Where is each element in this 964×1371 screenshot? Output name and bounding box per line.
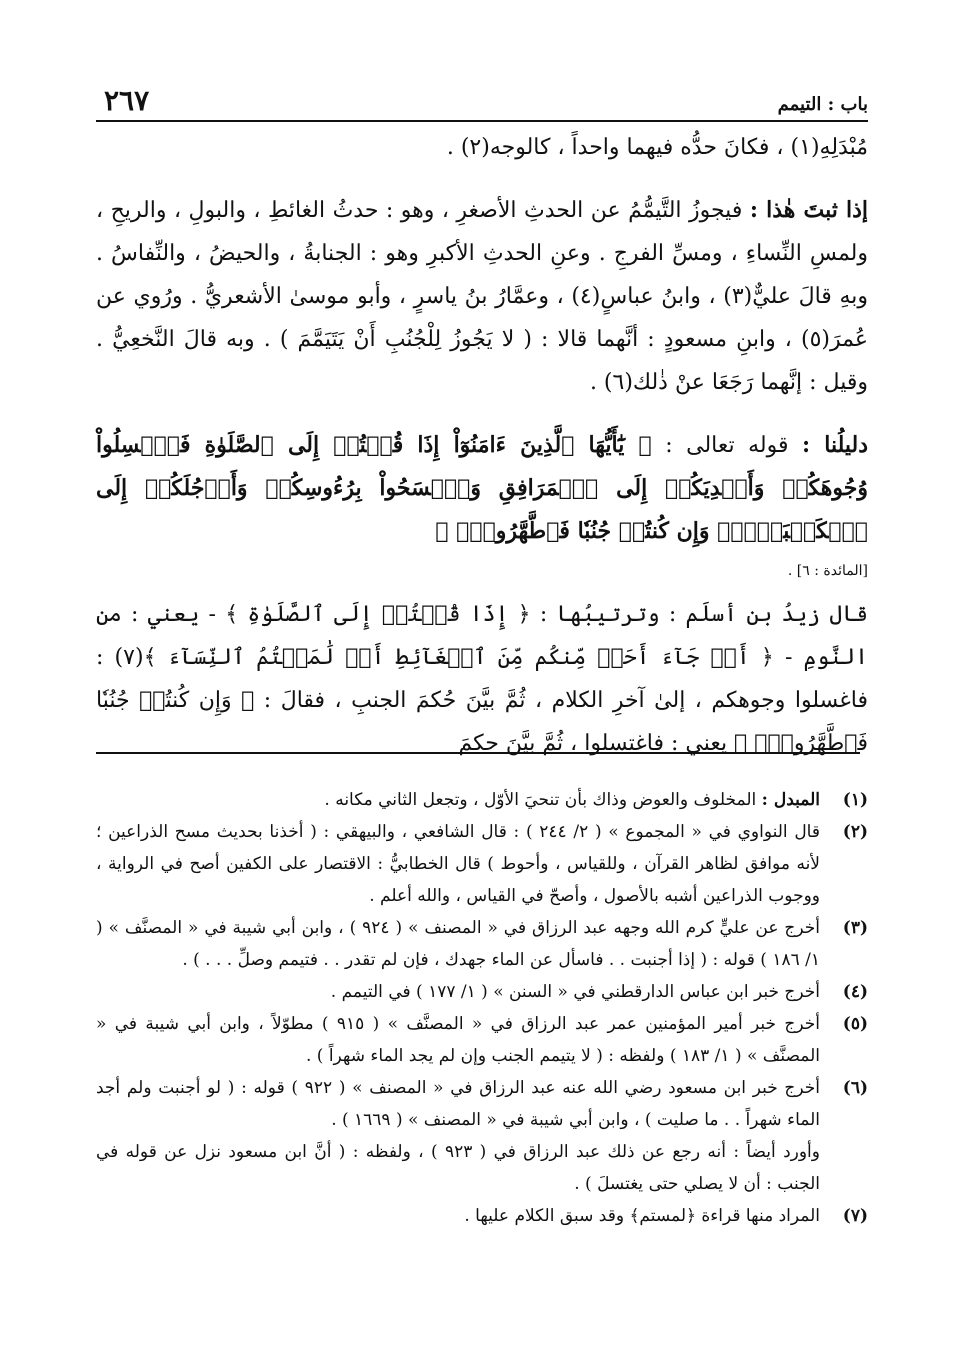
paragraph-2-lead: إذا ثبتَ هٰذا : (749, 197, 869, 223)
footnote-text: قال النواوي في « المجموع » ( ٢/ ٢٤٤ ) : قال الشافعي ، والبيهقي : ( أخذنا بحديث مسح الذراعين ؛ لأنه موافق لظاهر القرآن ، وللقياس ، وأحوط ) قال الخطابيُّ : الاقتصار على الكفين أصح في الرواية ، ووجوب الذراعين أشبه بالأصول ، وأصحّ في القياس ، والله أعلم . (96, 822, 820, 906)
footnote-number: (٣) (842, 918, 868, 938)
footnote-label: المبدل : (761, 790, 820, 810)
footnote-text: أخرج خبر ابن عباس الدارقطني في « السنن » ( ١/ ١٧٧ ) في التيمم . (330, 982, 820, 1002)
footnote-number: (٢) (842, 822, 868, 842)
footnote-text: المخلوف والعوض وذاك بأن تنحيَ الأوّل ، وتجعل الثاني مكانه . (324, 790, 757, 810)
footnote-3 (96, 912, 868, 976)
footnote-1 (96, 784, 868, 816)
paragraph-3-intro: قوله تعالى : (665, 433, 789, 458)
footnotes (96, 784, 868, 1232)
footnote-number: (٧) (842, 1206, 868, 1226)
paragraph-2-text: فيجوزُ التَّيمُّمُ عن الحدثِ الأصغرِ ، وهو : حدثُ الغائطِ ، والبولِ ، والريحِ ، ولمسِ النِّساءِ ، ومسِّ الفرجِ . وعنِ الحدثِ الأكبرِ وهو : الجنابةُ ، والحيضُ ، والنِّفاسُ . وبهِ قالَ عليٌّ(٣) ، وابنُ عباسٍ(٤) ، وعمَّارُ بنُ ياسرٍ ، وأبو موسىٰ الأشعريُّ . ورُوي عن عُمرَ(٥) ، وابنِ مسعودٍ : أنَّهما قالا : ( لا يَجُوزُ لِلْجُنُبِ أَنْ يَتَيَمَّمَ ) . وبه قالَ النَّخعِيُّ . وقيل : إنَّهما رَجَعَا عنْ ذٰلك(٦) . (96, 198, 868, 395)
paragraph-4: قال زيدُ بن أسلَم : وترتيبُها : ﴿ إِذَا قُمۡتُمۡ إِلَى ٱلصَّلَوٰةِ ﴾ - يعني : من النَّومِ - ﴿ أَوۡ جَآءَ أَحَدٞ مِّنكُم مِّنَ ٱلۡغَآئِطِ أَوۡ لَٰمَسۡتُمُ ٱلنِّسَآءَ ﴾(٧) : فاغسلوا وجوهكم ، إلىٰ آخرِ الكلام ، ثُمَّ بيَّنَ حُكمَ الجنبِ ، فقالَ : ﴿ وَإِن كُنتُمۡ جُنُبٗا فَٱطَّهَّرُواْۚ ﴾ يعني : فاغتسلوا ، ثُمَّ بيَّنَ حكمَ (96, 602, 868, 756)
footnote-number: (١) (842, 790, 868, 810)
verse-reference: [المائدة : ٦] . (787, 563, 868, 579)
chapter-title: باب : التيمم (777, 94, 868, 115)
footnote-divider (96, 752, 860, 754)
page-header (96, 84, 868, 122)
footnote-number: (٦) (842, 1078, 868, 1098)
footnote-2 (96, 816, 868, 912)
footnote-4 (96, 976, 868, 1008)
footnote-text: المراد منها قراءة ﴿لمستم﴾ وقد سبق الكلام عليها . (464, 1206, 820, 1226)
quran-verse: ﴿ يَٰٓأَيُّهَا ٱلَّذِينَ ءَامَنُوٓاْ إِذَا قُمۡتُمۡ إِلَى ٱلصَّلَوٰةِ فَٱغۡسِلُواْ وُجُوهَكُمۡ وَأَيۡدِيَكُمۡ إِلَى ٱلۡمَرَافِقِ وَٱمۡسَحُواْ بِرُءُوسِكُمۡ وَأَرۡجُلَكُمۡ إِلَى ٱلۡكَعۡبَيۡنِۚ وَإِن كُنتُمۡ جُنُبٗا فَٱطَّهَّرُواْۚ ﴾ (96, 432, 868, 544)
footnote-text: أخرج عن عليٍّ كرم الله وجهه عبد الرزاق في « المصنف » ( ٩٢٤ ) ، وابن أبي شيبة في « المصنَّف » ( ١/ ١٨٦ ) قوله : ( إذا أجنبت . . فاسأل عن الماء جهدك ، فإن لم تقدر . . فتيمم وصلِّ . . . ) . (96, 918, 820, 970)
footnote-7 (96, 1200, 868, 1232)
paragraph-1: مُبْدَلِهِ(١) ، فكانَ حدُّه فيهما واحداً ، كالوجه(٢) . (446, 135, 868, 160)
footnote-text: أخرج خبر ابن مسعود رضي الله عنه عبد الرزاق في « المصنف » ( ٩٢٢ ) قوله : ( لو أجنبت ولم أجد الماء شهراً . . ما صليت ) ، وابن أبي شيبة في « المصنف » ( ١٦٦٩ ) . (96, 1078, 821, 1130)
main-text (96, 126, 868, 765)
paragraph-2 (96, 189, 868, 404)
footnote-6-continued: وأورد أيضاً : أنه رجع عن ذلك عبد الرزاق في ( ٩٢٣ ) ، ولفظه : ( أنَّ ابن مسعود نزل عن قوله في الجنب : أن لا يصلي حتى يغتسلَ ) . (96, 1142, 820, 1194)
paragraph-3-lead: دليلُنا : (801, 432, 869, 458)
page-number: ٢٦٧ (104, 84, 150, 117)
footnote-number: (٤) (842, 982, 868, 1002)
paragraph-3 (96, 424, 868, 553)
footnote-5 (96, 1008, 868, 1072)
footnote-6 (96, 1072, 868, 1136)
footnote-number: (٥) (842, 1014, 868, 1034)
footnote-text: أخرج خبر أمير المؤمنين عمر عبد الرزاق في « المصنَّف » ( ٩١٥ ) مطوّلاً ، وابن أبي شيبة في « المصنَّف » ( ١/ ١٨٣ ) ولفظه : ( لا يتيمم الجنب وإن لم يجد الماء شهراً ) . (96, 1014, 820, 1066)
